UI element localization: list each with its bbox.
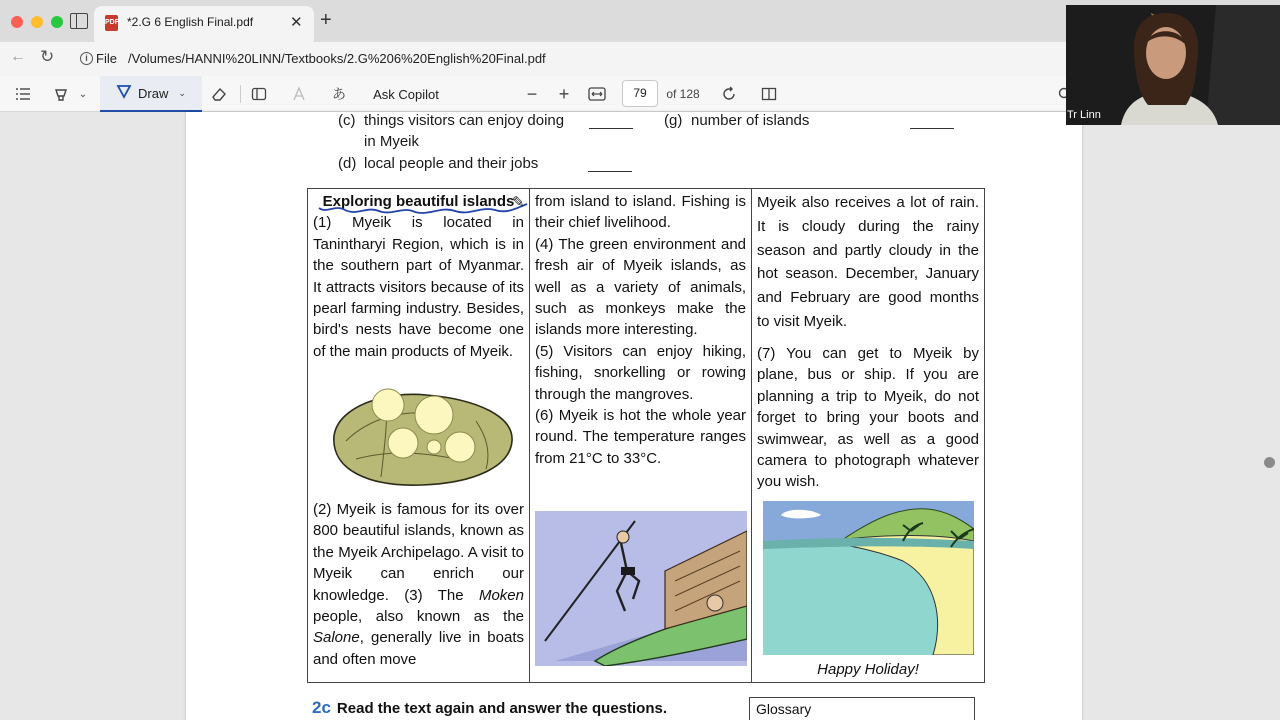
salone-term: Salone: [313, 629, 360, 647]
image-caption: Happy Holiday!: [817, 661, 919, 678]
item-text-d: local people and their jobs: [364, 155, 539, 172]
table-of-contents-button[interactable]: [12, 76, 34, 112]
paragraph-3-text: people, also known as the: [313, 608, 524, 626]
scrollbar-thumb[interactable]: [1264, 457, 1275, 468]
rotate-button[interactable]: [718, 76, 740, 112]
paragraph-3-end: , generally live in boats and often move: [313, 629, 524, 668]
presenter-video: [1066, 5, 1280, 125]
section-number: 2c: [312, 698, 331, 717]
highlighter-icon: [53, 86, 69, 102]
answer-blank[interactable]: [588, 171, 632, 172]
paragraph-4: (4) The green environment and fresh air of Myeik islands, as well as a variety of animals, such as monkeys make the islands more interesting.: [535, 235, 746, 339]
close-tab-icon[interactable]: ✕: [290, 14, 303, 31]
paragraph-7: (7) You can get to Myeik by plane, bus or ship. If you are planning a trip to Myeik, do not forget to bring your boots and swimwear, as well as a good camera to photograph whatever you wish.: [757, 345, 979, 491]
pearl-oyster-image: [326, 381, 518, 491]
pen-icon: [116, 83, 132, 103]
answer-blank[interactable]: [589, 128, 633, 129]
item-letter-d: (d): [338, 155, 357, 172]
answer-blank[interactable]: [910, 128, 954, 129]
highlight-button[interactable]: [50, 76, 72, 112]
passage-column-1-lower: [313, 499, 524, 670]
section-title: Read the text again and answer the questions.: [336, 700, 667, 717]
site-info-icon[interactable]: i: [80, 52, 93, 65]
minimize-window-button[interactable]: [31, 16, 43, 28]
tab-pdf-document[interactable]: [94, 6, 314, 42]
draw-label: Draw: [138, 85, 169, 101]
passage-column-2: [535, 191, 746, 469]
passage-heading: Exploring beautiful islands: [322, 193, 515, 210]
boat-fisherman-image: [535, 511, 747, 666]
passage-column-3-lower: [757, 343, 979, 493]
translate-button[interactable]: [328, 76, 350, 112]
chevron-down-icon[interactable]: ⌄: [178, 87, 186, 98]
read-aloud-button[interactable]: [289, 76, 311, 112]
item-text-c: things visitors can enjoy doing: [364, 112, 565, 129]
ask-copilot-button[interactable]: Ask Copilot: [373, 86, 439, 102]
eraser-button[interactable]: [208, 76, 230, 112]
zoom-window-button[interactable]: [51, 16, 63, 28]
toolbar-divider: [240, 85, 241, 103]
zoom-in-button[interactable]: +: [558, 83, 570, 104]
zoom-out-button[interactable]: −: [526, 83, 538, 104]
list-icon: [15, 87, 31, 101]
tab-title: *2.G 6 English Final.pdf: [127, 15, 254, 29]
refresh-icon[interactable]: ↻: [40, 47, 55, 66]
pdf-file-icon: PDF: [105, 15, 118, 31]
paragraph-6: (6) Myeik is hot the whole year round. The temperature ranges from 21°C to 33°C.: [535, 407, 746, 467]
passage-column-3: [757, 191, 979, 334]
eraser-icon: [211, 86, 227, 102]
url-field[interactable]: /Volumes/HANNI%20LINN/Textbooks/2.G%206%20English%20Final.pdf: [128, 51, 546, 66]
back-arrow-icon[interactable]: ←: [10, 48, 26, 65]
moken-term: Moken: [478, 586, 524, 604]
close-window-button[interactable]: [11, 16, 23, 28]
paragraph-1: (1) Myeik is located in Tanintharyi Region, which is in the southern part of Myanmar. It attracts visitors because of its pearl farming industry. Besides, bird's nests have become one of the main products of Myeik.: [313, 214, 524, 360]
chevron-down-icon[interactable]: ⌄: [78, 88, 88, 100]
item-letter-c: (c): [338, 112, 356, 129]
section-heading: [312, 698, 667, 718]
ink-underline-annotation: [317, 194, 531, 218]
translate-icon: あ: [332, 86, 346, 102]
pdf-page: [186, 112, 1082, 720]
pdf-viewer: [0, 112, 1280, 720]
column-divider: [529, 189, 530, 682]
fit-to-width-button[interactable]: [586, 76, 608, 112]
two-page-icon: [761, 86, 777, 102]
pen-cursor-icon: ✎: [512, 194, 525, 211]
paragraph-5: (5) Visitors can enjoy hiking, fishing, snorkelling or rowing through the mangroves.: [535, 342, 746, 403]
scheme-label: File: [96, 51, 117, 66]
page-number-input[interactable]: 79: [622, 80, 658, 107]
page-view-button[interactable]: [758, 76, 780, 112]
column-divider: [751, 189, 752, 682]
participant-name: Tr Linn: [1067, 109, 1101, 121]
read-aloud-icon: [292, 86, 308, 102]
draw-button[interactable]: [100, 76, 202, 112]
beach-island-image: [763, 501, 974, 655]
add-text-button[interactable]: [248, 76, 270, 112]
paragraph-2-3: [313, 499, 524, 670]
page-count: of 128: [666, 87, 700, 101]
fit-width-icon: [588, 87, 606, 101]
paragraph-2-text: (2) Myeik is famous for its over 800 beautiful islands, known as the Myeik Archipelago. A visit to Myeik can enrich our knowledge. (3) The: [313, 501, 524, 604]
webcam-overlay: [1066, 5, 1280, 125]
new-tab-plus-icon[interactable]: +: [320, 9, 332, 31]
item-text-g: number of islands: [691, 112, 810, 129]
tab-actions-icon[interactable]: [70, 13, 88, 29]
item-text-c-continued: in Myeik: [364, 133, 420, 150]
paragraph-6-continued: Myeik also receives a lot of rain. It is cloudy during the rainy season and partly cloudy in the hot season. December, January and February are good months to visit Myeik.: [757, 194, 979, 330]
paragraph-3-continued: from island to island. Fishing is their chief livelihood.: [535, 193, 746, 232]
rotate-icon: [721, 86, 737, 102]
glossary-box: Glossary: [749, 697, 975, 720]
text-box-icon: [251, 86, 267, 102]
item-letter-g: (g): [664, 112, 683, 129]
reading-passage-table: [307, 188, 985, 683]
